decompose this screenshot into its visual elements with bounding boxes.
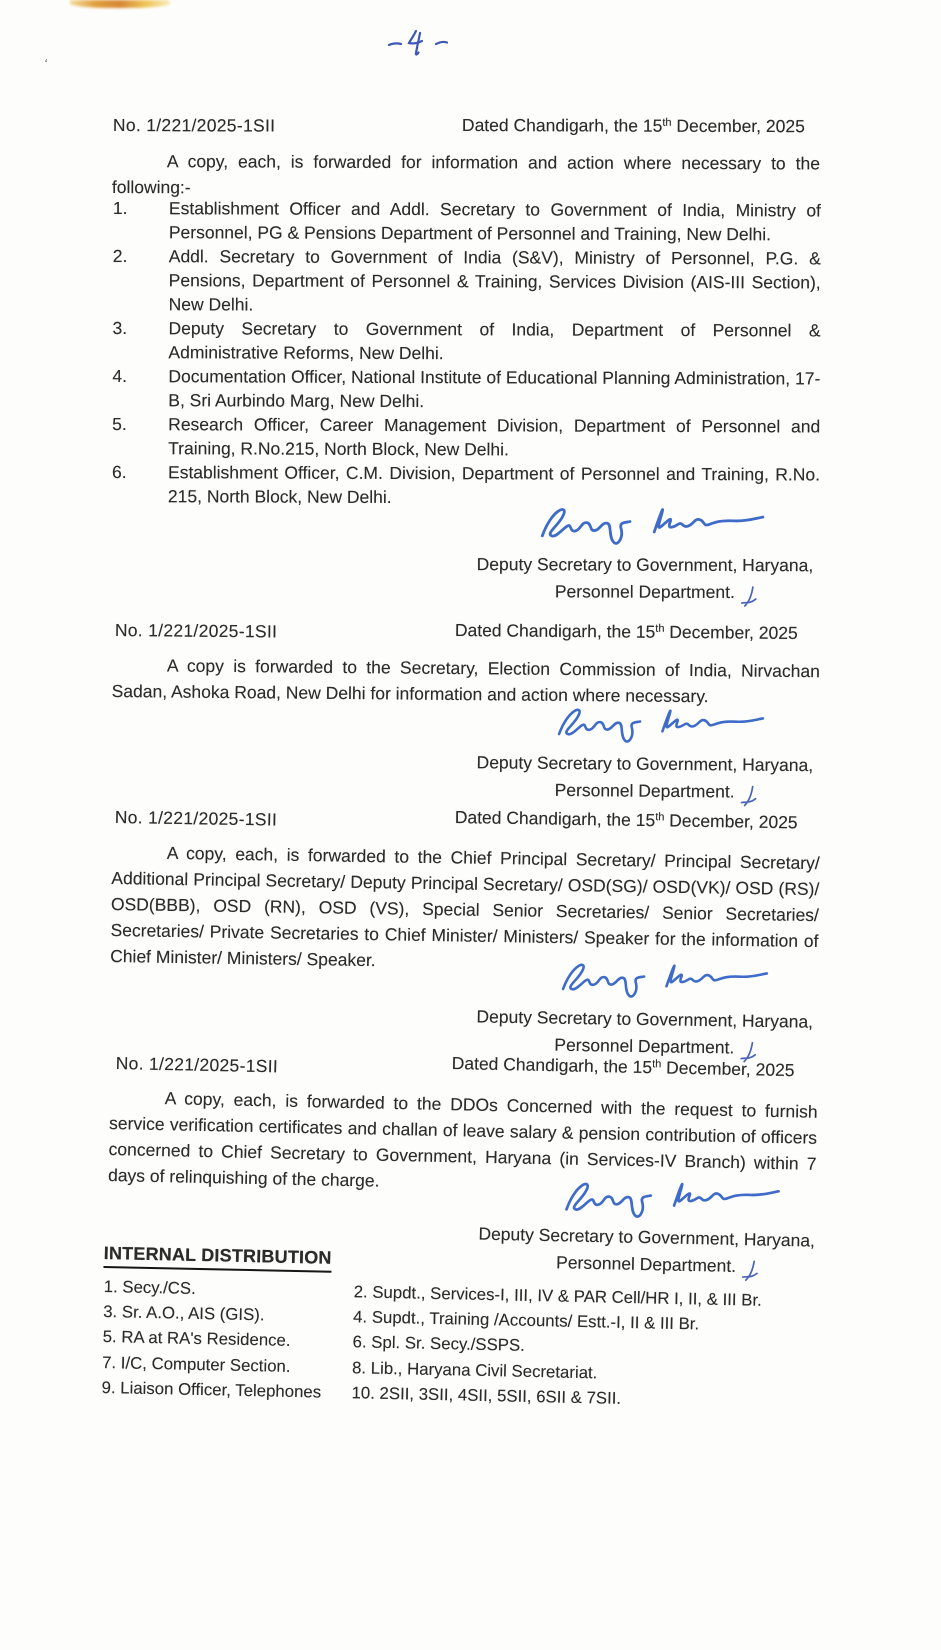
signature-flourish-icon	[740, 1259, 763, 1285]
handwritten-signature	[553, 1169, 789, 1225]
forwarding-paragraph: A copy is forwarded to the Secretary, Election Commission of India, Nirvachan Sadan, Ashoka Road, New Delhi for information and action where necessary.	[111, 655, 820, 707]
signature-block	[451, 1220, 842, 1282]
list-item	[113, 196, 821, 246]
list-item	[112, 412, 820, 462]
signer-title-line: Deputy Secretary to Government, Haryana,	[476, 1006, 814, 1032]
list-item-number: 5.	[112, 413, 127, 435]
distribution-item: 6. Spl. Sr. Secy./SSPS.	[352, 1332, 526, 1356]
handwritten-signature	[533, 494, 769, 552]
forwarding-paragraph: A copy, each, is forwarded to the Chief Principal Secretary/ Principal Secretary/ Additional Principal Secretary/ Deputy Principal Secretary/ OSD(SG)/ OSD(VK)/ OSD (RS)/ OSD(BBB), OSD (RN), OSD (VS), Special Senior Secretaries/ Senior Secretaries/ Secretaries/ Private Secretaries to Chief Minister/ Ministers/ Speaker for the information of Chief Minister/ Ministers/ Speaker.	[110, 842, 820, 971]
date-line: Dated Chandigarh, the 15th December, 2025	[454, 619, 798, 643]
ref-number: No. 1/221/2025-1SII	[114, 619, 278, 642]
list-item-text: Documentation Officer, National Institute of Educational Planning Administration, 17-B, Sri Aurbindo Marg, New Delhi.	[168, 366, 821, 412]
distribution-item: 10. 2SII, 3SII, 4SII, 5SII, 6SII & 7SII.	[351, 1383, 622, 1408]
distribution-item: 7. I/C, Computer Section.	[101, 1352, 291, 1376]
pen-mark: ‘	[42, 55, 49, 72]
list-item-number: 1.	[112, 197, 128, 219]
distribution-list	[112, 196, 821, 510]
distribution-item: 5. RA at RA's Residence.	[102, 1327, 291, 1351]
handwritten-signature	[549, 952, 780, 1004]
distribution-item: 2. Supdt., Services-I, III, IV & PAR Cell/HR I, II, & III Br.	[353, 1282, 762, 1310]
internal-distribution-heading: INTERNAL DISTRIBUTION	[103, 1243, 331, 1273]
list-item-text: Research Officer, Career Management Division, Department of Personnel and Training, R.No.215, North Block, New Delhi.	[168, 414, 821, 460]
internal-distribution-list	[101, 1274, 827, 1415]
list-item-number: 4.	[112, 365, 128, 387]
list-item	[112, 364, 820, 414]
forwarding-paragraph: A copy, each, is forwarded for information and action where necessary to the following:-	[111, 151, 820, 198]
signer-title-line: Deputy Secretary to Government, Haryana,	[478, 1223, 816, 1251]
list-item-text: Addl. Secretary to Government of India (S&V), Ministry of Personnel, P.G. & Pensions, Department of Personnel & Training, Services Division (AIS-III Section), New Delhi.	[168, 246, 821, 315]
sticker-remnant	[70, 0, 170, 8]
list-item	[113, 244, 821, 318]
signer-dept-line: Personnel Department.	[449, 1030, 839, 1063]
ref-number: No. 1/221/2025-1SII	[115, 1052, 279, 1077]
list-item-text: Establishment Officer, C.M. Division, Department of Personnel and Training, R.No. 215, North Block, New Delhi.	[167, 462, 821, 507]
signer-dept-line: Personnel Department.	[450, 776, 840, 806]
signature-flourish-icon	[739, 585, 761, 611]
distribution-item: 1. Secy./CS.	[103, 1276, 196, 1298]
distribution-item: 8. Lib., Haryana Civil Secretariat.	[351, 1357, 598, 1382]
signature-block	[450, 551, 840, 606]
date-line: Dated Chandigarh, the 15th December, 2025	[461, 114, 805, 137]
signer-dept-line: Personnel Department.	[451, 1247, 841, 1282]
list-item-number: 3.	[112, 317, 128, 339]
forwarding-paragraph: A copy, each, is forwarded to the DDOs Concerned with the request to furnish service verification certificates and challan of leave salary & pension contribution of officers concerned to Chief Secretary to Government, Haryana (in Services-IV Branch) within 7 days of relinquishing of the charge.	[107, 1088, 818, 1191]
list-item-number: 2.	[112, 245, 128, 267]
list-item	[112, 316, 820, 366]
date-line: Dated Chandigarh, the 15th December, 2025	[454, 806, 798, 833]
distribution-item: 9. Liaison Officer, Telephones	[101, 1377, 322, 1402]
list-item-text: Deputy Secretary to Government of India, Department of Personnel & Administrative Reforms, New Delhi.	[168, 318, 821, 364]
handwritten-page-number	[384, 26, 460, 62]
date-line: Dated Chandigarh, the 15th December, 2025	[451, 1052, 795, 1081]
signer-dept-line: Personnel Department.	[450, 578, 840, 606]
signer-title-line: Deputy Secretary to Government, Haryana,	[476, 554, 814, 576]
signature-flourish-icon	[738, 785, 760, 811]
handwritten-signature	[545, 697, 776, 749]
list-item-number: 6.	[112, 461, 127, 483]
list-item-text: Establishment Officer and Addl. Secretary to Government of India, Ministry of Personnel, PG & Pensions Department of Personnel and Training, New Delhi.	[168, 198, 821, 245]
distribution-item: 4. Supdt., Training /Accounts/ Estt.-I, II & III Br.	[352, 1307, 700, 1334]
ref-number: No. 1/221/2025-1SII	[112, 114, 276, 136]
ref-number: No. 1/221/2025-1SII	[114, 806, 278, 830]
distribution-item: 3. Sr. A.O., AIS (GIS).	[103, 1302, 265, 1325]
signature-block	[450, 749, 840, 806]
signer-title-line: Deputy Secretary to Government, Haryana,	[476, 752, 814, 776]
